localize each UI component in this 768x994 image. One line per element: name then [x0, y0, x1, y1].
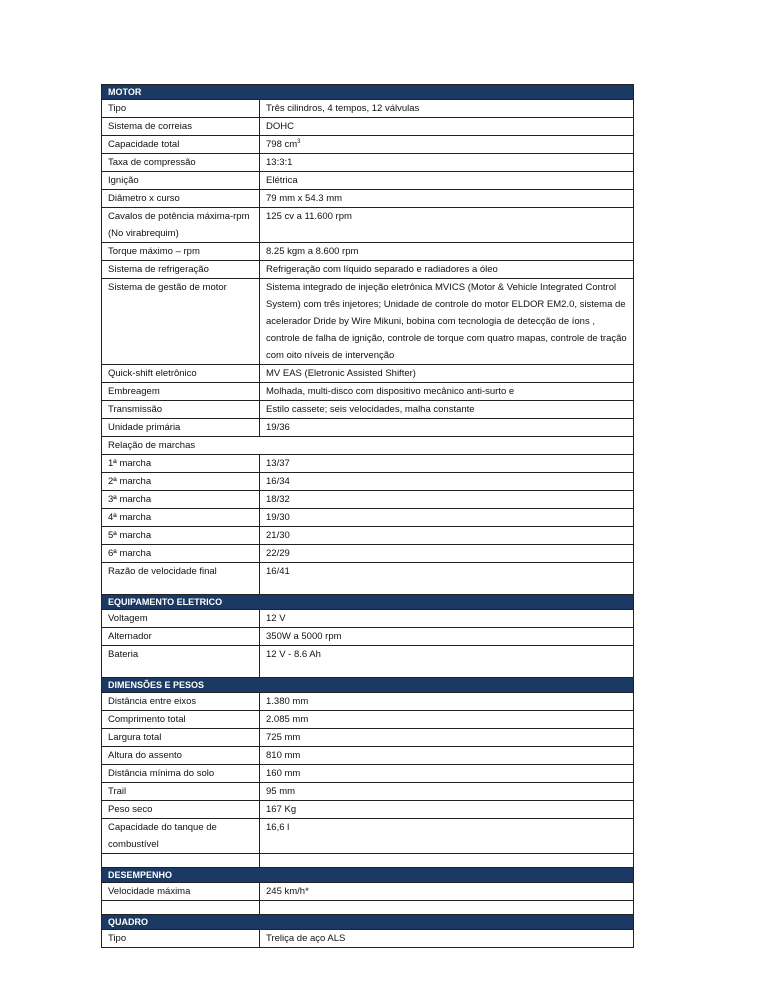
- spec-row: [102, 172, 634, 190]
- spec-row: [102, 545, 634, 563]
- section-title: MOTOR: [102, 85, 634, 100]
- spec-value: [260, 419, 634, 437]
- spec-value: [260, 365, 634, 383]
- spec-label: [102, 118, 260, 136]
- spec-value: [260, 455, 634, 473]
- spec-label-text: 6ª marcha: [108, 548, 152, 559]
- spec-label: [102, 279, 260, 365]
- spec-label: [102, 100, 260, 118]
- spec-label: [102, 437, 634, 455]
- spec-value-text: 13/37: [266, 458, 290, 469]
- spacer-cell: [102, 901, 260, 915]
- spec-body: [102, 85, 634, 948]
- spec-row: [102, 437, 634, 455]
- spec-label-text: Altura do assento: [108, 750, 182, 761]
- spec-label: [102, 765, 260, 783]
- section-title: QUADRO: [102, 915, 634, 930]
- spec-row: [102, 279, 634, 365]
- spec-value: [260, 765, 634, 783]
- spec-row: [102, 455, 634, 473]
- spec-value-text: Elétrica: [266, 175, 298, 186]
- spec-row: [102, 693, 634, 711]
- spec-row: [102, 154, 634, 172]
- spec-label-text: Sistema de correias: [108, 121, 192, 132]
- spec-value-text: 13:3:1: [266, 157, 293, 168]
- section-title: EQUIPAMENTO ELETRICO: [102, 595, 634, 610]
- spec-row: [102, 190, 634, 208]
- spec-label: [102, 491, 260, 509]
- spec-row: [102, 711, 634, 729]
- spec-value-text: MV EAS (Eletronic Assisted Shifter): [266, 368, 416, 379]
- spec-value: [260, 646, 634, 678]
- spec-value-text: 19/30: [266, 512, 290, 523]
- spec-label-text: Diâmetro x curso: [108, 193, 180, 204]
- spec-label-text: Quick-shift eletrônico: [108, 368, 197, 379]
- spec-value: [260, 136, 634, 154]
- spec-value-text: 19/36: [266, 422, 290, 433]
- spec-label-line2: combustível: [108, 839, 159, 850]
- spec-label: [102, 693, 260, 711]
- spec-value-text: Sistema integrado de injeção eletrônica MVICS (Motor & Vehicle Integrated Control System) com três injetores; Unidade de controle do motor ELDOR EM2.0, sistema de acelerador Dride by Wire Mikuni, bobina com tecnologia de detecção de íons , controle de falha de ignição, controle de torque com quatro mapas, controle de tração com oito níveis de intervenção: [266, 282, 627, 361]
- spec-value-text: 167 Kg: [266, 804, 297, 815]
- spec-value-text: 16/34: [266, 476, 290, 487]
- spec-value-text: Três cilindros, 4 tempos, 12 válvulas: [266, 103, 420, 114]
- spec-label: [102, 610, 260, 628]
- spec-value-text: 12 V: [266, 613, 286, 624]
- spec-row: [102, 419, 634, 437]
- spec-row: [102, 136, 634, 154]
- spec-row: [102, 100, 634, 118]
- spec-label-text: Tipo: [108, 933, 127, 944]
- spec-value-text: 79 mm x 54.3 mm: [266, 193, 343, 204]
- spec-label-text: Capacidade total: [108, 139, 180, 150]
- spec-value-text: 95 mm: [266, 786, 296, 797]
- spec-row: [102, 509, 634, 527]
- spec-row: [102, 747, 634, 765]
- spec-row: [102, 729, 634, 747]
- spec-row: [102, 491, 634, 509]
- spacer-row: [102, 854, 634, 868]
- spec-row: [102, 819, 634, 854]
- superscript: 3: [297, 138, 301, 145]
- spec-label: [102, 563, 260, 595]
- spacer-row: [102, 901, 634, 915]
- spec-label-text: Taxa de compressão: [108, 157, 196, 168]
- spec-value-text: 16/41: [266, 566, 290, 577]
- spec-row: [102, 261, 634, 279]
- spec-label-text: Sistema de refrigeração: [108, 264, 209, 275]
- spec-label-text: Velocidade máxima: [108, 886, 191, 897]
- spec-value-text: Estilo cassete; seis velocidades, malha constante: [266, 404, 475, 415]
- spec-label: [102, 930, 260, 948]
- spec-value: [260, 610, 634, 628]
- spec-label: [102, 711, 260, 729]
- spec-row: [102, 930, 634, 948]
- spec-value: [260, 527, 634, 545]
- spec-value-text: Treliça de aço ALS: [266, 933, 346, 944]
- spec-label: [102, 261, 260, 279]
- spacer-cell: [260, 854, 634, 868]
- spec-label: [102, 401, 260, 419]
- spec-value: [260, 930, 634, 948]
- spec-value-text: 16,6 l: [266, 822, 290, 833]
- spec-label: [102, 243, 260, 261]
- spec-value: [260, 563, 634, 595]
- spec-value-text: 21/30: [266, 530, 290, 541]
- spec-row: [102, 646, 634, 678]
- spec-label: [102, 473, 260, 491]
- spec-label-text: Trail: [108, 786, 127, 797]
- spacer-cell: [260, 901, 634, 915]
- spec-row: [102, 473, 634, 491]
- spec-value: [260, 172, 634, 190]
- spec-value: [260, 628, 634, 646]
- spec-row: [102, 118, 634, 136]
- spec-label: [102, 419, 260, 437]
- spec-value: [260, 491, 634, 509]
- spec-label-text: Cavalos de potência máxima-rpm: [108, 211, 250, 222]
- section-header: [102, 85, 634, 100]
- spec-label: [102, 801, 260, 819]
- section-header: [102, 868, 634, 883]
- spec-label: [102, 527, 260, 545]
- spacer-cell: [102, 854, 260, 868]
- spec-label-text: Tipo: [108, 103, 127, 114]
- spec-label: [102, 729, 260, 747]
- spec-value-text: Refrigeração com líquido separado e radiadores a óleo: [266, 264, 498, 275]
- spec-value: [260, 190, 634, 208]
- spec-row: [102, 365, 634, 383]
- spec-label: [102, 190, 260, 208]
- spec-label: [102, 747, 260, 765]
- spec-label-text: Relação de marchas: [108, 440, 196, 451]
- spec-value: [260, 783, 634, 801]
- spec-value: [260, 747, 634, 765]
- spec-label: [102, 136, 260, 154]
- spec-label-text: Unidade primária: [108, 422, 181, 433]
- spec-label-text: Alternador: [108, 631, 152, 642]
- spec-value-text: 810 mm: [266, 750, 301, 761]
- spec-label-text: Largura total: [108, 732, 162, 743]
- spec-value-text: 245 km/h*: [266, 886, 309, 897]
- spec-row: [102, 563, 634, 595]
- spec-value: [260, 100, 634, 118]
- spec-value: [260, 883, 634, 901]
- spec-label-text: 1ª marcha: [108, 458, 152, 469]
- spec-value: [260, 208, 634, 243]
- spec-value-text: 160 mm: [266, 768, 301, 779]
- spec-value-text: DOHC: [266, 121, 294, 132]
- spec-label: [102, 172, 260, 190]
- spec-value-text: 125 cv a 11.600 rpm: [266, 211, 352, 222]
- spec-label: [102, 365, 260, 383]
- spec-row: [102, 383, 634, 401]
- spec-label: [102, 545, 260, 563]
- spec-value: [260, 383, 634, 401]
- spec-row: [102, 610, 634, 628]
- spec-label-text: Ignição: [108, 175, 139, 186]
- spec-value-text: 2.085 mm: [266, 714, 309, 725]
- spec-value: [260, 401, 634, 419]
- spec-table: [101, 84, 634, 948]
- section-header: [102, 678, 634, 693]
- spec-value-text: 725 mm: [266, 732, 301, 743]
- spec-value: [260, 819, 634, 854]
- spec-value: [260, 261, 634, 279]
- spec-value-text: 8.25 kgm a 8.600 rpm: [266, 246, 359, 257]
- spec-value: [260, 243, 634, 261]
- spec-value-text: 12 V - 8.6 Ah: [266, 649, 321, 660]
- section-header: [102, 915, 634, 930]
- spec-label: [102, 883, 260, 901]
- spec-label: [102, 208, 260, 243]
- spec-label: [102, 646, 260, 678]
- spec-value: [260, 801, 634, 819]
- spec-label-text: Bateria: [108, 649, 139, 660]
- spec-row: [102, 765, 634, 783]
- spec-label-text: Distância entre eixos: [108, 696, 197, 707]
- spec-label-text: 3ª marcha: [108, 494, 152, 505]
- spec-value: [260, 711, 634, 729]
- spec-label-text: Razão de velocidade final: [108, 566, 217, 577]
- section-title: DIMENSÕES E PESOS: [102, 678, 634, 693]
- spec-label: [102, 509, 260, 527]
- spec-label: [102, 628, 260, 646]
- spec-value: [260, 509, 634, 527]
- section-title: DESEMPENHO: [102, 868, 634, 883]
- spec-row: [102, 628, 634, 646]
- spec-value: [260, 279, 634, 365]
- spec-label-text: 5ª marcha: [108, 530, 152, 541]
- spec-label-text: Sistema de gestão de motor: [108, 282, 227, 293]
- spec-value: [260, 473, 634, 491]
- spec-value-text: 18/32: [266, 494, 290, 505]
- spec-label: [102, 154, 260, 172]
- spec-label-text: Transmissão: [108, 404, 163, 415]
- spec-row: [102, 243, 634, 261]
- spec-value-text: Molhada, multi-disco com dispositivo mecânico anti-surto e: [266, 386, 515, 397]
- spec-label-text: 2ª marcha: [108, 476, 152, 487]
- spec-row: [102, 783, 634, 801]
- spec-label-line2: (No virabrequim): [108, 228, 179, 239]
- spec-value-text: 22/29: [266, 548, 290, 559]
- spec-label: [102, 819, 260, 854]
- spec-value-text: 1.380 mm: [266, 696, 309, 707]
- spec-label-text: Capacidade do tanque de: [108, 822, 217, 833]
- spec-label-text: Embreagem: [108, 386, 160, 397]
- spec-value-text: 798 cm: [266, 139, 298, 150]
- spec-label-text: Voltagem: [108, 613, 148, 624]
- spec-value: [260, 154, 634, 172]
- spec-label-text: Torque máximo – rpm: [108, 246, 200, 257]
- spec-label-text: 4ª marcha: [108, 512, 152, 523]
- spec-row: [102, 801, 634, 819]
- spec-value: [260, 729, 634, 747]
- spec-row: [102, 883, 634, 901]
- spec-value-text: 350W a 5000 rpm: [266, 631, 342, 642]
- spec-label: [102, 383, 260, 401]
- spec-label: [102, 783, 260, 801]
- spec-label: [102, 455, 260, 473]
- spec-label-text: Distância mínima do solo: [108, 768, 215, 779]
- section-header: [102, 595, 634, 610]
- spec-row: [102, 401, 634, 419]
- spec-row: [102, 527, 634, 545]
- spec-label-text: Comprimento total: [108, 714, 186, 725]
- spec-value: [260, 118, 634, 136]
- spec-label-text: Peso seco: [108, 804, 153, 815]
- spec-value: [260, 545, 634, 563]
- spec-row: [102, 208, 634, 243]
- spec-value: [260, 693, 634, 711]
